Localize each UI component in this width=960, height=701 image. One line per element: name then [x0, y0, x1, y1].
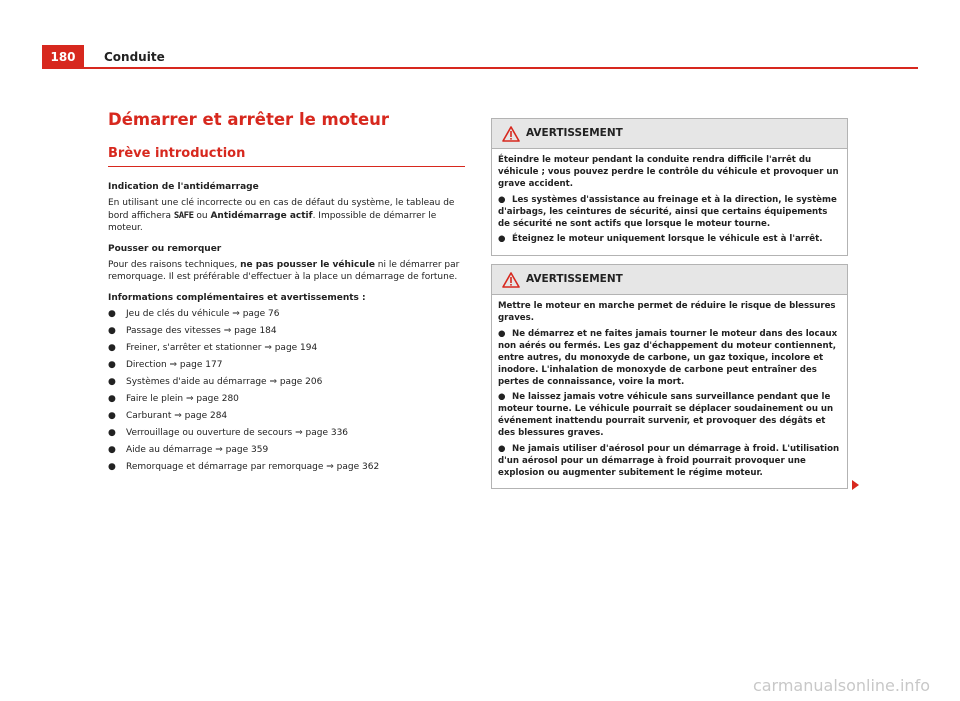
- bullet-icon: ●: [498, 194, 506, 205]
- immobilizer-text-part: . Impossible de démarrer le moteur.: [108, 210, 437, 233]
- reference-text: Carburant ⇒ page 284: [126, 410, 228, 421]
- safe-indicator: SAFE: [173, 210, 194, 221]
- warning-bullets: [498, 328, 841, 479]
- reference-list-item: [108, 325, 465, 338]
- immobilizer-text-part: ou: [193, 210, 211, 221]
- immobilizer-active-label: Antidémarrage actif: [210, 210, 313, 221]
- warning-bullet-text: Ne démarrez et ne faites jamais tourner le moteur dans des locaux non aérés ou fermés. Les gaz d'échappement du moteur contiennent, entre autres, du monoxyde de carbone, un gaz toxique, incolore et inodore. L'inhalation de monoxyde de carbone peut entraîner des pertes de connaissance, voire la mort.: [498, 328, 838, 387]
- warning-bullet-text: Éteignez le moteur uniquement lorsque le véhicule est à l'arrêt.: [512, 234, 823, 244]
- warning-bullet: [498, 194, 841, 230]
- warning-box-1: [491, 118, 848, 256]
- warning-bullet: [498, 233, 841, 245]
- section-title: Brève introduction: [108, 146, 465, 167]
- reference-text: Remorquage et démarrage par remorquage ⇒ page 362: [126, 461, 380, 472]
- bullet-icon: ●: [108, 376, 116, 387]
- warning-bullet: [498, 328, 841, 388]
- push-tow-text: [108, 259, 465, 284]
- immobilizer-text: [108, 197, 465, 235]
- warning-bullet-text: Les systèmes d'assistance au freinage et à la direction, le système d'airbags, les ceintures de sécurité, ainsi que certains équipements de sécurité ne sont actifs que lorsque le moteur tourne.: [498, 194, 837, 229]
- reference-list-item: [108, 461, 465, 474]
- reference-text: Freiner, s'arrêter et stationner ⇒ page 194: [126, 342, 318, 353]
- reference-list-item: [108, 342, 465, 355]
- bullet-icon: ●: [108, 325, 116, 336]
- bullet-icon: ●: [498, 328, 506, 339]
- warning-title: AVERTISSEMENT: [526, 127, 623, 139]
- warning-body: [492, 149, 847, 255]
- reference-text: Aide au démarrage ⇒ page 359: [126, 444, 269, 455]
- warning-title: AVERTISSEMENT: [526, 273, 623, 285]
- reference-list-item: [108, 393, 465, 406]
- reference-list-item: [108, 427, 465, 440]
- continue-arrow-icon: [852, 480, 859, 490]
- warning-bullet: [498, 443, 841, 479]
- warning-intro: Mettre le moteur en marche permet de réduire le risque de blessures graves.: [498, 301, 836, 323]
- main-title: Démarrer et arrêter le moteur: [108, 110, 390, 129]
- reference-list-item: [108, 376, 465, 389]
- bullet-icon: ●: [108, 444, 116, 455]
- more-info-heading: Informations complémentaires et avertissements :: [108, 292, 366, 303]
- push-tow-text-part: Pour des raisons techniques,: [108, 259, 241, 270]
- reference-text: Direction ⇒ page 177: [126, 359, 223, 370]
- warning-bullet-text: Ne jamais utiliser d'aérosol pour un démarrage à froid. L'utilisation d'un aérosol pour un démarrage à froid pourrait provoquer une explosion ou augmenter subitement le régime moteur.: [498, 443, 840, 478]
- page-number: 180: [42, 45, 84, 67]
- reference-text: Faire le plein ⇒ page 280: [126, 393, 239, 404]
- reference-text: Systèmes d'aide au démarrage ⇒ page 206: [126, 376, 323, 387]
- bullet-icon: ●: [108, 461, 116, 472]
- warning-body: [492, 295, 847, 488]
- immobilizer-text-part: En utilisant une clé incorrecte ou en cas de défaut du système, le tableau de bord affichera: [108, 198, 455, 221]
- bullet-icon: ●: [108, 359, 116, 370]
- bullet-icon: ●: [108, 308, 116, 319]
- immobilizer-heading: Indication de l'antidémarrage: [108, 182, 259, 192]
- warning-header: [492, 119, 847, 149]
- warning-bullets: [498, 194, 841, 246]
- watermark: carmanualsonline.info: [752, 676, 930, 695]
- reference-list-item: [108, 444, 465, 457]
- bullet-icon: ●: [108, 393, 116, 404]
- reference-text: Jeu de clés du véhicule ⇒ page 76: [126, 308, 280, 319]
- push-tow-emphasis: ne pas pousser le véhicule: [240, 259, 375, 270]
- bullet-icon: ●: [108, 410, 116, 421]
- bullet-icon: ●: [498, 443, 506, 454]
- reference-list-item: [108, 410, 465, 423]
- bullet-icon: ●: [498, 392, 506, 402]
- reference-text: Passage des vitesses ⇒ page 184: [126, 325, 277, 336]
- chapter-title: Conduite: [104, 50, 165, 64]
- warning-triangle-icon: [502, 272, 520, 288]
- page-header: [42, 45, 918, 69]
- warning-bullet: [498, 391, 841, 439]
- warning-box-2: [491, 264, 848, 489]
- reference-list-item: [108, 308, 465, 321]
- bullet-icon: ●: [108, 342, 116, 353]
- warning-bullet-text: Ne laissez jamais votre véhicule sans surveillance pendant que le moteur tourne. Le véhicule pourrait se déplacer soudainement ou un événement inattendu pourrait survenir, et provoquer des dégâts et des blessures graves.: [498, 392, 834, 438]
- bullet-icon: ●: [498, 234, 506, 244]
- warning-header: [492, 265, 847, 295]
- reference-list-item: [108, 359, 465, 372]
- push-tow-text-part: ni le démarrer par remorquage. Il est préférable d'effectuer à la place un démarrage de fortune.: [108, 259, 460, 282]
- more-info-list: [108, 308, 465, 474]
- warning-intro: Éteindre le moteur pendant la conduite rendra difficile l'arrêt du véhicule ; vous pouvez perdre le contrôle du véhicule et provoquer un grave accident.: [498, 155, 839, 189]
- push-tow-heading: Pousser ou remorquer: [108, 243, 222, 254]
- reference-text: Verrouillage ou ouverture de secours ⇒ page 336: [126, 427, 349, 438]
- bullet-icon: ●: [108, 427, 116, 438]
- left-column: [108, 110, 465, 478]
- warning-triangle-icon: [502, 126, 520, 142]
